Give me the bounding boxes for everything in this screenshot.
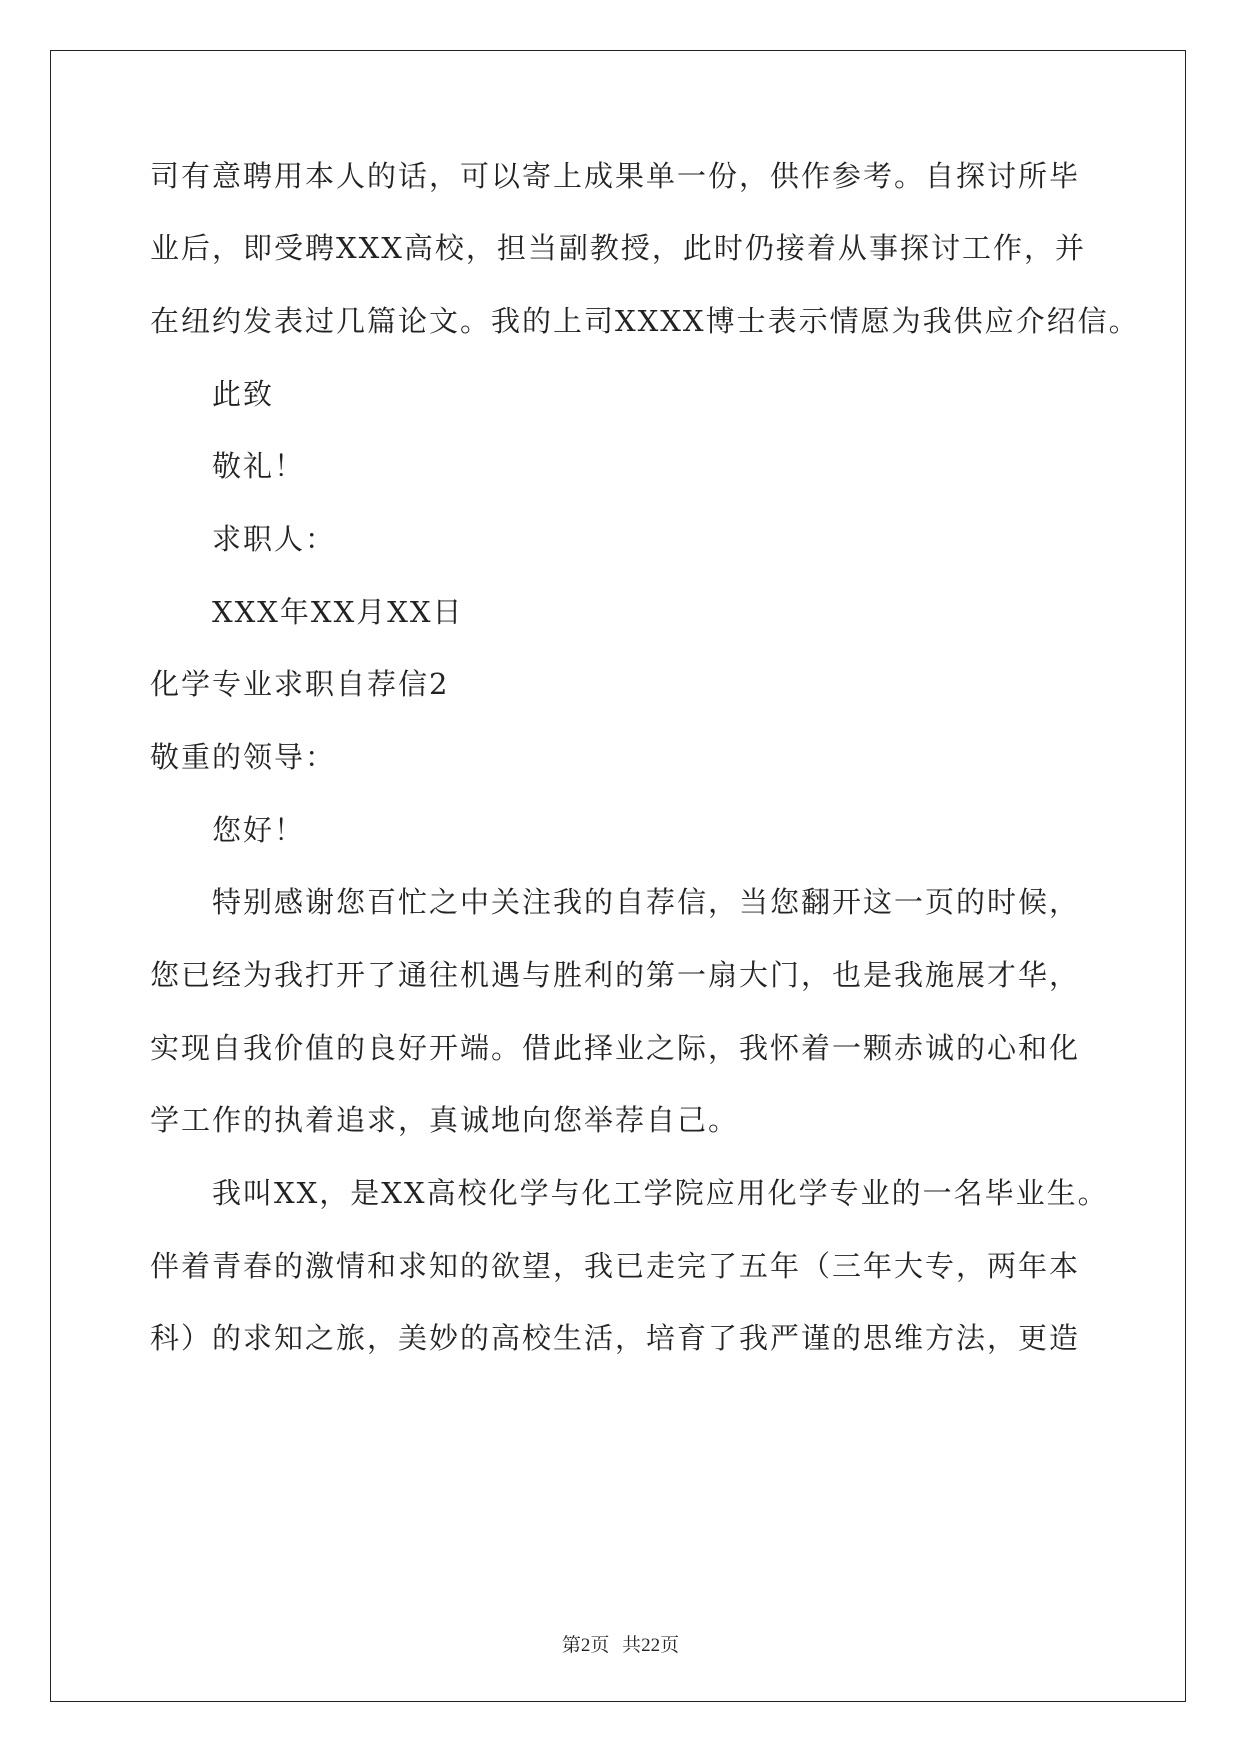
body-text-line: 学工作的执着追求，真诚地向您举荐自己。 [150,1103,740,1137]
body-text-line: 业后，即受聘XXX高校，担当副教授，此时仍接着从事探讨工作，并 [150,231,1086,265]
page-number: 第2页 [561,1635,610,1656]
page-footer [0,1630,1241,1657]
body-text-line: 我叫XX，是XX高校化学与化工学院应用化学专业的一名毕业生。 [212,1176,1109,1210]
greeting-hello: 您好！ [212,813,306,847]
applicant-label: 求职人： [212,522,337,556]
body-text-line: 司有意聘用本人的话，可以寄上成果单一份，供作参考。自探讨所毕 [150,159,1081,193]
body-text-line: 实现自我价值的良好开端。借此择业之际，我怀着一颗赤诚的心和化 [150,1031,1081,1065]
greeting-recipient: 敬重的领导： [150,740,337,774]
page-total: 共22页 [622,1635,680,1656]
body-text-line: 您已经为我打开了通往机遇与胜利的第一扇大门，也是我施展才华， [150,958,1081,992]
section-title: 化学专业求职自荐信2 [150,667,450,701]
closing-salutation: 此致 [212,377,275,411]
body-text-line: 在纽约发表过几篇论文。我的上司XXXX博士表示情愿为我供应介绍信。 [150,304,1140,338]
body-text-line: 科）的求知之旅，美妙的高校生活，培育了我严谨的思维方法，更造 [150,1321,1081,1355]
closing-regards: 敬礼！ [212,449,306,483]
page-frame [50,50,1186,1702]
letter-date: XXX年XX月XX日 [212,595,464,629]
body-text-line: 特别感谢您百忙之中关注我的自荐信，当您翻开这一页的时候， [212,885,1081,919]
body-text-line: 伴着青春的激情和求知的欲望，我已走完了五年（三年大专，两年本 [150,1249,1081,1283]
